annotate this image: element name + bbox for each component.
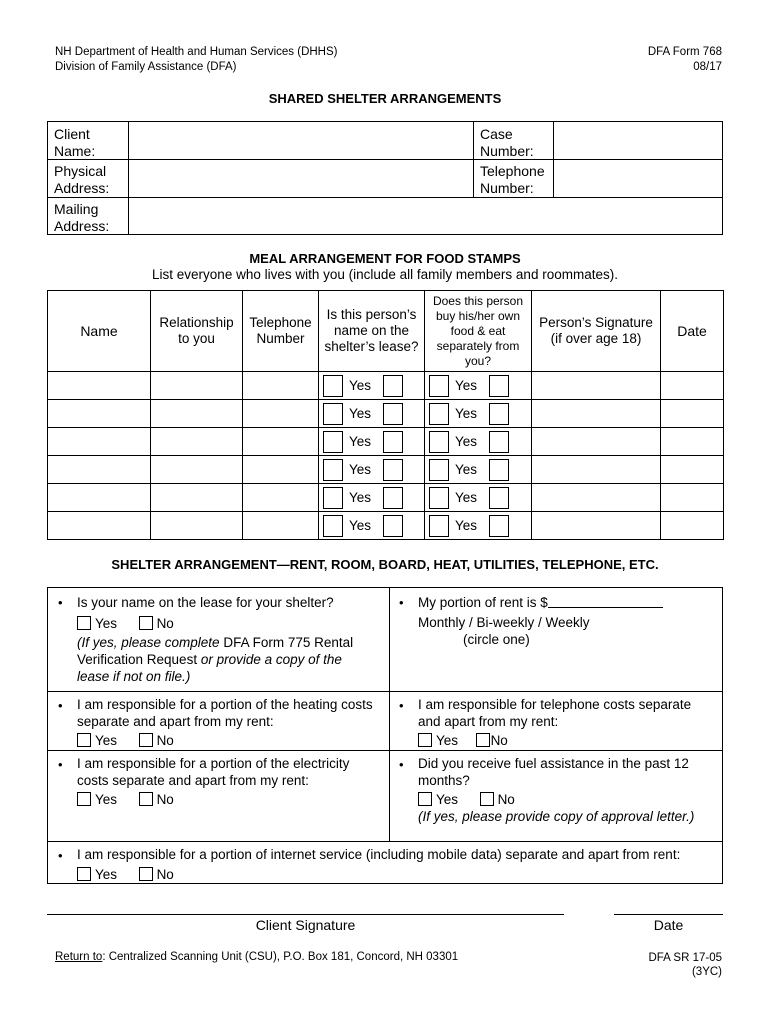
q-electricity: I am responsible for a portion of the electricity costs separate and apart from my rent: bbox=[77, 756, 350, 788]
household-row bbox=[48, 512, 724, 540]
client-info-box bbox=[47, 121, 723, 235]
yes-label: Yes bbox=[349, 518, 372, 533]
lease-cell[interactable] bbox=[319, 372, 425, 400]
household-row bbox=[48, 484, 724, 512]
q-electricity-no-checkbox[interactable] bbox=[139, 792, 153, 806]
food-cell[interactable] bbox=[425, 372, 532, 400]
bullet: • bbox=[58, 757, 63, 772]
q-fuel: Did you receive fuel assistance in the past 12 months? bbox=[418, 756, 689, 788]
relationship-cell[interactable] bbox=[151, 400, 243, 428]
agency-line-2: Division of Family Assistance (DFA) bbox=[55, 61, 237, 73]
case-number-label: Case Number: bbox=[480, 126, 534, 159]
signature-cell[interactable] bbox=[532, 456, 661, 484]
q-lease-note: (If yes, please complete DFA Form 775 Rental Verification Request or provide a copy of the lease if not on file.) bbox=[77, 635, 354, 684]
col-relationship: Relationship to you bbox=[151, 291, 243, 372]
physical-address-label: Physical Address: bbox=[54, 163, 110, 196]
form-code-1: DFA SR 17-05 bbox=[648, 952, 722, 964]
q-internet-yes-checkbox[interactable] bbox=[77, 867, 91, 881]
name-cell[interactable] bbox=[48, 372, 151, 400]
q-phone-no-checkbox[interactable] bbox=[476, 733, 490, 747]
signature-cell[interactable] bbox=[532, 428, 661, 456]
yes-label: Yes bbox=[455, 434, 478, 449]
lease-yes-box[interactable] bbox=[323, 487, 343, 509]
return-to: Return to: Centralized Scanning Unit (CSU), P.O. Box 181, Concord, NH 03301 bbox=[55, 951, 459, 963]
client-signature-label: Client Signature bbox=[255, 917, 356, 933]
telephone-cell[interactable] bbox=[243, 400, 319, 428]
q-heat-yes-checkbox[interactable] bbox=[77, 733, 91, 747]
meal-title: MEAL ARRANGEMENT FOR FOOD STAMPS bbox=[249, 251, 521, 266]
col-food: Does this person buy his/her own food & eat separately from you? bbox=[425, 291, 532, 372]
name-cell[interactable] bbox=[48, 400, 151, 428]
q-rent: My portion of rent is $ bbox=[418, 594, 663, 611]
client-name-label: Client Name: bbox=[54, 126, 96, 159]
rent-amount-field[interactable] bbox=[548, 595, 663, 608]
bullet: • bbox=[58, 848, 63, 863]
food-cell[interactable] bbox=[425, 400, 532, 428]
yes-label: Yes bbox=[349, 406, 372, 421]
date-cell[interactable] bbox=[661, 456, 724, 484]
yes-label: Yes bbox=[455, 378, 478, 393]
name-cell[interactable] bbox=[48, 456, 151, 484]
relationship-cell[interactable] bbox=[151, 372, 243, 400]
date-cell[interactable] bbox=[661, 400, 724, 428]
q-internet: I am responsible for a portion of internet service (including mobile data) separate and apart from rent: bbox=[77, 847, 681, 862]
lease-no-box[interactable] bbox=[383, 515, 403, 537]
food-cell[interactable] bbox=[425, 456, 532, 484]
food-cell[interactable] bbox=[425, 428, 532, 456]
telephone-cell[interactable] bbox=[243, 512, 319, 540]
lease-yes-box[interactable] bbox=[323, 515, 343, 537]
telephone-cell[interactable] bbox=[243, 372, 319, 400]
lease-yes-box[interactable] bbox=[323, 431, 343, 453]
date-cell[interactable] bbox=[661, 512, 724, 540]
col-date: Date bbox=[661, 291, 724, 372]
food-no-box[interactable] bbox=[489, 515, 509, 537]
q-fuel-note: (If yes, please provide copy of approval letter.) bbox=[418, 809, 695, 824]
lease-no-box[interactable] bbox=[383, 487, 403, 509]
food-no-box[interactable] bbox=[489, 487, 509, 509]
lease-cell[interactable] bbox=[319, 428, 425, 456]
telephone-cell[interactable] bbox=[243, 456, 319, 484]
case-number-field[interactable] bbox=[555, 123, 721, 158]
yes-label: Yes bbox=[455, 406, 478, 421]
page-title: SHARED SHELTER ARRANGEMENTS bbox=[268, 91, 502, 106]
relationship-cell[interactable] bbox=[151, 512, 243, 540]
date-label: Date bbox=[653, 917, 684, 933]
col-name: Name bbox=[48, 291, 151, 372]
mailing-address-label: Mailing Address: bbox=[54, 201, 110, 234]
meal-subtitle: List everyone who lives with you (include all family members and roommates). bbox=[152, 267, 618, 282]
lease-cell[interactable] bbox=[319, 456, 425, 484]
relationship-cell[interactable] bbox=[151, 428, 243, 456]
relationship-cell[interactable] bbox=[151, 484, 243, 512]
lease-no-box[interactable] bbox=[383, 403, 403, 425]
bullet: • bbox=[58, 698, 63, 713]
household-table bbox=[47, 290, 723, 539]
q-lease-no-checkbox[interactable] bbox=[139, 616, 153, 630]
household-row bbox=[48, 400, 724, 428]
household-row bbox=[48, 428, 724, 456]
bullet: • bbox=[399, 698, 404, 713]
signature-cell[interactable] bbox=[532, 372, 661, 400]
date-cell[interactable] bbox=[661, 484, 724, 512]
q-phone-yes-checkbox[interactable] bbox=[418, 733, 432, 747]
food-yes-box[interactable] bbox=[429, 403, 449, 425]
client-signature-line[interactable] bbox=[47, 914, 564, 915]
yes-label: Yes bbox=[349, 490, 372, 505]
q-internet-no-checkbox[interactable] bbox=[139, 867, 153, 881]
yes-label: Yes bbox=[455, 462, 478, 477]
yes-label: Yes bbox=[95, 616, 118, 631]
circle-one-note: (circle one) bbox=[463, 632, 530, 647]
lease-cell[interactable] bbox=[319, 512, 425, 540]
rent-frequency[interactable]: Monthly / Bi-weekly / Weekly bbox=[418, 615, 590, 630]
no-label: No bbox=[156, 616, 174, 631]
food-cell[interactable] bbox=[425, 512, 532, 540]
col-lease: Is this person’s name on the shelter’s lease? bbox=[319, 291, 425, 372]
food-no-box[interactable] bbox=[489, 431, 509, 453]
telephone-number-field[interactable] bbox=[555, 161, 721, 196]
lease-no-box[interactable] bbox=[383, 459, 403, 481]
form-number: DFA Form 768 bbox=[647, 46, 722, 58]
date-cell[interactable] bbox=[661, 428, 724, 456]
name-cell[interactable] bbox=[48, 428, 151, 456]
telephone-number-label: Telephone Number: bbox=[480, 163, 545, 196]
agency-line-1: NH Department of Health and Human Services (DHHS) bbox=[55, 46, 338, 58]
physical-address-field[interactable] bbox=[130, 161, 472, 196]
date-line[interactable] bbox=[614, 914, 723, 915]
yes-label: Yes bbox=[455, 490, 478, 505]
bullet: • bbox=[58, 595, 63, 610]
q-lease: Is your name on the lease for your shelter? bbox=[77, 595, 334, 610]
q-lease-yes-checkbox[interactable] bbox=[77, 616, 91, 630]
name-cell[interactable] bbox=[48, 512, 151, 540]
q-heat: I am responsible for a portion of the heating costs separate and apart from my rent: bbox=[77, 697, 373, 729]
shelter-box: • Is your name on the lease for your shelter? Yes No (If yes, please complete DFA Form 775 Rental Verification Request or provide a copy of the lease if not on file.) • My portion of rent is $ Monthly / Bi-weekly / Weekly (circle one) • I am responsible for a portion of the heating costs separate and apart from my rent: Yes No • I am responsible for telephone costs separate and apart from my rent: Yes No • I am responsible for a portion of the electricity costs separate and apart from my rent: Yes No • Did you receive fuel assistance in the past 12 months? Yes No (If yes, please provide copy of approval letter.) • I am responsible for a portion of internet service (including mobile data) separate and apart from rent: Yes No bbox=[47, 587, 723, 884]
lease-cell[interactable] bbox=[319, 400, 425, 428]
col-telephone: Telephone Number bbox=[243, 291, 319, 372]
yes-label: Yes bbox=[349, 434, 372, 449]
bullet: • bbox=[399, 595, 404, 610]
client-name-field[interactable] bbox=[130, 123, 472, 158]
food-yes-box[interactable] bbox=[429, 375, 449, 397]
form-code-2: (3YC) bbox=[691, 966, 722, 978]
lease-cell[interactable] bbox=[319, 484, 425, 512]
name-cell[interactable] bbox=[48, 484, 151, 512]
signature-cell[interactable] bbox=[532, 484, 661, 512]
yes-label: Yes bbox=[349, 378, 372, 393]
relationship-cell[interactable] bbox=[151, 456, 243, 484]
bullet: • bbox=[399, 757, 404, 772]
food-no-box[interactable] bbox=[489, 459, 509, 481]
food-yes-box[interactable] bbox=[429, 515, 449, 537]
lease-yes-box[interactable] bbox=[323, 459, 343, 481]
lease-yes-box[interactable] bbox=[323, 375, 343, 397]
form-date: 08/17 bbox=[693, 61, 722, 73]
food-yes-box[interactable] bbox=[429, 431, 449, 453]
lease-no-box[interactable] bbox=[383, 431, 403, 453]
food-yes-box[interactable] bbox=[429, 459, 449, 481]
food-no-box[interactable] bbox=[489, 403, 509, 425]
q-fuel-no-checkbox[interactable] bbox=[480, 792, 494, 806]
q-phone: I am responsible for telephone costs separate and apart from my rent: bbox=[418, 697, 692, 729]
food-cell[interactable] bbox=[425, 484, 532, 512]
q-fuel-yes-checkbox[interactable] bbox=[418, 792, 432, 806]
shelter-title: SHELTER ARRANGEMENT—RENT, ROOM, BOARD, HEAT, UTILITIES, TELEPHONE, ETC. bbox=[111, 557, 659, 572]
household-table-header bbox=[48, 291, 724, 372]
mailing-address-field[interactable] bbox=[130, 199, 720, 234]
yes-label: Yes bbox=[349, 462, 372, 477]
food-yes-box[interactable] bbox=[429, 487, 449, 509]
lease-no-box[interactable] bbox=[383, 375, 403, 397]
date-cell[interactable] bbox=[661, 372, 724, 400]
telephone-cell[interactable] bbox=[243, 428, 319, 456]
telephone-cell[interactable] bbox=[243, 484, 319, 512]
q-heat-no-checkbox[interactable] bbox=[139, 733, 153, 747]
signature-cell[interactable] bbox=[532, 400, 661, 428]
q-electricity-yes-checkbox[interactable] bbox=[77, 792, 91, 806]
yes-label: Yes bbox=[455, 518, 478, 533]
lease-yes-box[interactable] bbox=[323, 403, 343, 425]
household-row bbox=[48, 372, 724, 400]
household-row bbox=[48, 456, 724, 484]
signature-cell[interactable] bbox=[532, 512, 661, 540]
col-signature: Person’s Signature (if over age 18) bbox=[532, 291, 661, 372]
food-no-box[interactable] bbox=[489, 375, 509, 397]
